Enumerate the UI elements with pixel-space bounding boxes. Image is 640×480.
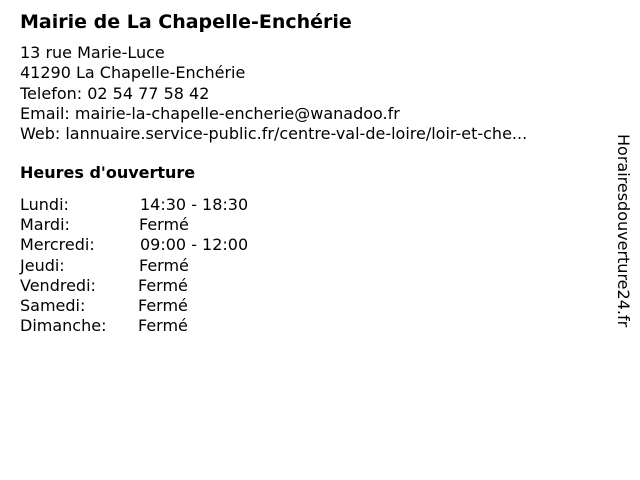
address-block [20, 43, 527, 144]
day-label: Vendredi: [20, 275, 96, 295]
day-label: Jeudi: [20, 255, 65, 275]
day-label: Mardi: [20, 215, 70, 235]
hours-value: Fermé [138, 295, 188, 315]
city-address: 41290 La Chapelle-Enchérie [20, 63, 246, 83]
day-label: Lundi: [20, 195, 69, 214]
hours-value: Fermé [139, 255, 189, 275]
day-label: Mercredi: [20, 235, 95, 255]
email-line: Email: mairie-la-chapelle-encherie@wanadoo.fr [20, 103, 400, 123]
hours-value: 14:30 - 18:30 [140, 195, 249, 214]
day-label: Dimanche: [20, 316, 107, 336]
phone-line: Telefon: 02 54 77 58 42 [20, 83, 210, 103]
page-title: Mairie de La Chapelle-Enchérie [20, 11, 352, 33]
hours-value: Fermé [138, 316, 188, 336]
brand-vertical-text: Horairesdouverture24.fr [614, 134, 633, 328]
day-label: Samedi: [20, 295, 86, 315]
street-address: 13 rue Marie-Luce [20, 43, 165, 62]
website-line: Web: lannuaire.service-public.fr/centre-val-de-loire/loir-et-che... [20, 124, 528, 144]
opening-hours-title: Heures d'ouverture [20, 163, 196, 182]
hours-value: Fermé [139, 215, 189, 235]
hours-value: 09:00 - 12:00 [140, 235, 249, 255]
hours-value: Fermé [138, 275, 188, 295]
